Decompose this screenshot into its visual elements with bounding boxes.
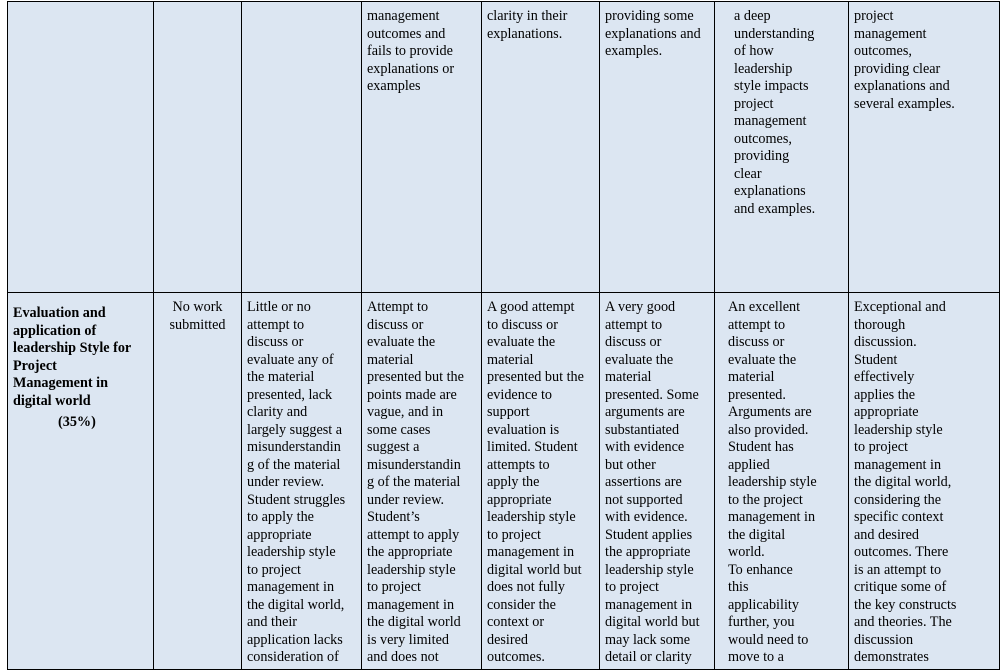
text-line: with evidence xyxy=(605,439,685,455)
text-line: evaluate any of xyxy=(247,351,334,368)
text-line: Project xyxy=(13,357,57,374)
text-line: providing xyxy=(734,148,790,164)
text-line: critique some of xyxy=(854,579,947,595)
top-cell-level-3 xyxy=(482,2,600,293)
text-line: evaluate the xyxy=(728,351,797,368)
text-line: A very good xyxy=(605,299,676,315)
text-line: attempt to xyxy=(605,316,663,333)
text-line: points made are xyxy=(367,386,457,403)
text-line: is an attempt to xyxy=(854,561,942,578)
text-line: not supported xyxy=(605,491,683,508)
text-line: does not fully xyxy=(487,579,566,595)
text-line: digital world xyxy=(13,392,91,409)
text-line: demonstrates xyxy=(854,649,929,665)
text-line: applies the xyxy=(854,386,916,403)
text-line: leadership style xyxy=(854,421,943,438)
text-line: project xyxy=(734,95,774,112)
text-line: Little or no xyxy=(247,299,311,315)
text-line: assertions are xyxy=(605,474,682,490)
rubric-table xyxy=(7,1,1000,670)
text-line: evidence to xyxy=(487,386,552,403)
top-cell-level-6 xyxy=(849,2,1000,293)
text-line: appropriate xyxy=(247,526,312,543)
text-line: explanations and xyxy=(605,25,701,42)
text-line: discussion xyxy=(854,631,914,648)
text-line: attempt to xyxy=(247,316,305,333)
text-line: leadership style xyxy=(487,509,576,525)
level-4-cell xyxy=(600,293,715,670)
text-line: and theories. The xyxy=(854,614,952,630)
text-line: project xyxy=(854,8,894,24)
text-line: presented, lack xyxy=(247,386,333,403)
text-line: g of the material xyxy=(247,456,341,473)
text-line: management xyxy=(854,25,927,42)
text-line: outcomes. xyxy=(487,649,545,665)
text-line: and their xyxy=(247,614,298,630)
text-line: would need to xyxy=(728,631,809,648)
text-line: the material xyxy=(247,369,315,385)
text-line: leadership style xyxy=(728,474,817,490)
text-line: detail or clarity xyxy=(605,649,692,665)
text-line: largely suggest a xyxy=(247,421,343,438)
text-line: Student’s xyxy=(367,509,420,525)
text-line: to the project xyxy=(728,491,803,508)
text-line: is very limited xyxy=(367,631,449,648)
text-line: management in xyxy=(605,596,693,613)
text-line: discuss or xyxy=(247,334,304,350)
text-line: understanding xyxy=(734,25,815,42)
level-3-cell xyxy=(482,293,600,670)
text-line: leadership xyxy=(734,60,793,77)
text-line: vague, and in xyxy=(367,404,444,420)
text-line: providing clear xyxy=(854,60,941,77)
text-line: explanations or xyxy=(367,60,455,77)
text-line: attempt to apply xyxy=(367,526,460,543)
text-line: explanations and xyxy=(854,78,950,94)
text-line: management in xyxy=(247,579,335,595)
text-line: fails to provide xyxy=(367,43,453,59)
top-cell-level-4 xyxy=(600,2,715,293)
text-line: To enhance xyxy=(728,561,793,578)
text-line: outcomes, xyxy=(734,130,792,147)
text-line: management in xyxy=(854,456,942,473)
text-line: world. xyxy=(728,544,765,560)
text-line: providing some xyxy=(605,8,694,24)
text-line: presented but the xyxy=(367,369,464,385)
text-line: and examples. xyxy=(734,200,816,217)
rubric-row-continued xyxy=(8,2,1000,293)
text-line: material xyxy=(367,351,414,368)
text-line: arguments are xyxy=(605,404,685,420)
text-line: Student struggles xyxy=(247,491,346,508)
text-line: management in xyxy=(367,596,455,613)
text-line: A good attempt xyxy=(487,299,575,315)
text-line: Exceptional and xyxy=(854,299,946,315)
text-line: effectively xyxy=(854,369,915,385)
text-line: to project xyxy=(854,439,908,455)
text-line: misunderstandin xyxy=(247,439,341,455)
text-line: to project xyxy=(605,579,659,595)
text-line: applicability xyxy=(728,596,799,613)
text-line: Attempt to xyxy=(367,299,429,315)
text-line: evaluate the xyxy=(605,351,674,368)
top-cell-no-work xyxy=(154,2,242,293)
text-line: consider the xyxy=(487,596,556,613)
text-line: considering the xyxy=(854,491,942,508)
text-line: digital world but xyxy=(605,614,700,630)
text-line: of how xyxy=(734,43,774,59)
text-line: presented. xyxy=(728,386,786,403)
level-5-cell xyxy=(715,293,849,670)
text-line: outcomes. There xyxy=(854,544,949,560)
text-line: examples. xyxy=(605,43,663,59)
text-line: with evidence. xyxy=(605,509,688,525)
text-line: some cases xyxy=(367,421,431,438)
text-line: explanations. xyxy=(487,25,563,42)
text-line: g of the material xyxy=(367,474,461,490)
text-line: may lack some xyxy=(605,631,691,648)
text-line: leadership style xyxy=(367,561,456,578)
text-line: this xyxy=(728,579,749,595)
text-line: discuss or xyxy=(728,334,785,350)
text-line: Student applies xyxy=(605,526,693,543)
text-line: under review. xyxy=(247,474,325,490)
text-line: clarity in their xyxy=(487,8,568,24)
text-line: move to a xyxy=(728,649,784,665)
text-line: support xyxy=(487,404,530,420)
text-line: to project xyxy=(487,526,541,543)
text-line: management in xyxy=(487,544,575,560)
text-line: application of xyxy=(13,322,97,339)
text-line: evaluation is xyxy=(487,421,560,438)
text-line: but other xyxy=(605,456,656,473)
text-line: Management in xyxy=(13,375,108,391)
top-cell-level-1 xyxy=(242,2,362,293)
criterion-title xyxy=(13,299,148,410)
text-line: misunderstandin xyxy=(367,456,461,473)
text-line: discuss or xyxy=(367,316,424,333)
text-line: applied xyxy=(728,456,770,473)
text-line: the digital xyxy=(728,526,786,543)
text-line: and desired xyxy=(854,526,920,543)
text-line: desired xyxy=(487,631,528,648)
text-line: management in xyxy=(728,509,816,525)
text-line: appropriate xyxy=(854,404,919,420)
criterion-cell xyxy=(8,293,154,670)
text-line: consideration of xyxy=(247,649,339,665)
text-line: the digital world, xyxy=(854,474,952,490)
text-line: leadership Style for xyxy=(13,340,132,356)
text-line: style impacts xyxy=(734,78,809,94)
text-line: thorough xyxy=(854,316,906,333)
text-line: to discuss or xyxy=(487,316,558,333)
text-line: to project xyxy=(367,579,421,595)
text-line: management xyxy=(367,8,440,24)
text-line: evaluate the xyxy=(487,334,556,350)
text-line: presented but the xyxy=(487,369,584,385)
text-line: presented. Some xyxy=(605,386,699,403)
level-2-cell xyxy=(362,293,482,670)
text-line: attempt to xyxy=(728,316,786,333)
text-line: clarity and xyxy=(247,404,308,420)
text-line: outcomes, xyxy=(854,43,912,59)
text-line: the appropriate xyxy=(605,544,691,560)
text-line: outcomes and xyxy=(367,25,446,42)
text-line: limited. Student xyxy=(487,439,578,455)
text-line: suggest a xyxy=(367,439,420,455)
text-line: examples xyxy=(367,78,421,94)
text-line: application lacks xyxy=(247,631,343,648)
text-line: No work xyxy=(172,299,223,315)
rubric-row-leadership xyxy=(8,293,1000,670)
text-line: the key constructs xyxy=(854,596,957,613)
text-line: management xyxy=(734,113,807,129)
level-6-cell xyxy=(849,293,1000,670)
text-line: the appropriate xyxy=(367,544,453,560)
text-line: digital world but xyxy=(487,561,582,578)
top-cell-level-5 xyxy=(715,2,849,293)
criterion-weight: (35%) xyxy=(58,414,96,430)
text-line: Student has xyxy=(728,439,794,455)
text-line: Student xyxy=(854,351,898,368)
text-line: further, you xyxy=(728,614,795,630)
top-cell-criterion xyxy=(8,2,154,293)
text-line: under review. xyxy=(367,491,445,508)
text-line: a deep xyxy=(734,8,771,24)
text-line: also provided. xyxy=(728,421,809,438)
no-work-cell xyxy=(154,293,242,670)
text-line: the digital world, xyxy=(247,596,345,613)
text-line: leadership style xyxy=(605,561,694,578)
text-line: discuss or xyxy=(605,334,662,350)
text-line: context or xyxy=(487,614,545,630)
text-line: and does not xyxy=(367,649,439,665)
text-line: the digital world xyxy=(367,614,461,630)
text-line: to project xyxy=(247,561,301,578)
text-line: evaluate the xyxy=(367,334,436,350)
text-line: apply the xyxy=(487,474,540,490)
level-1-cell xyxy=(242,293,362,670)
text-line: material xyxy=(605,369,652,385)
top-cell-level-2 xyxy=(362,2,482,293)
text-line: substantiated xyxy=(605,421,680,438)
text-line: several examples. xyxy=(854,95,955,112)
text-line: leadership style xyxy=(247,544,336,560)
text-line: discussion. xyxy=(854,334,917,350)
text-line: material xyxy=(728,369,775,385)
text-line: An excellent xyxy=(728,299,801,315)
text-line: clear xyxy=(734,165,762,182)
text-line: specific context xyxy=(854,509,944,525)
text-line: appropriate xyxy=(487,491,552,508)
text-line: Evaluation and xyxy=(13,305,106,321)
text-line: submitted xyxy=(169,316,226,333)
text-line: Arguments are xyxy=(728,404,812,420)
text-line: attempts to xyxy=(487,456,550,473)
text-line: explanations xyxy=(734,183,806,199)
text-line: material xyxy=(487,351,534,368)
text-line: to apply the xyxy=(247,509,314,525)
